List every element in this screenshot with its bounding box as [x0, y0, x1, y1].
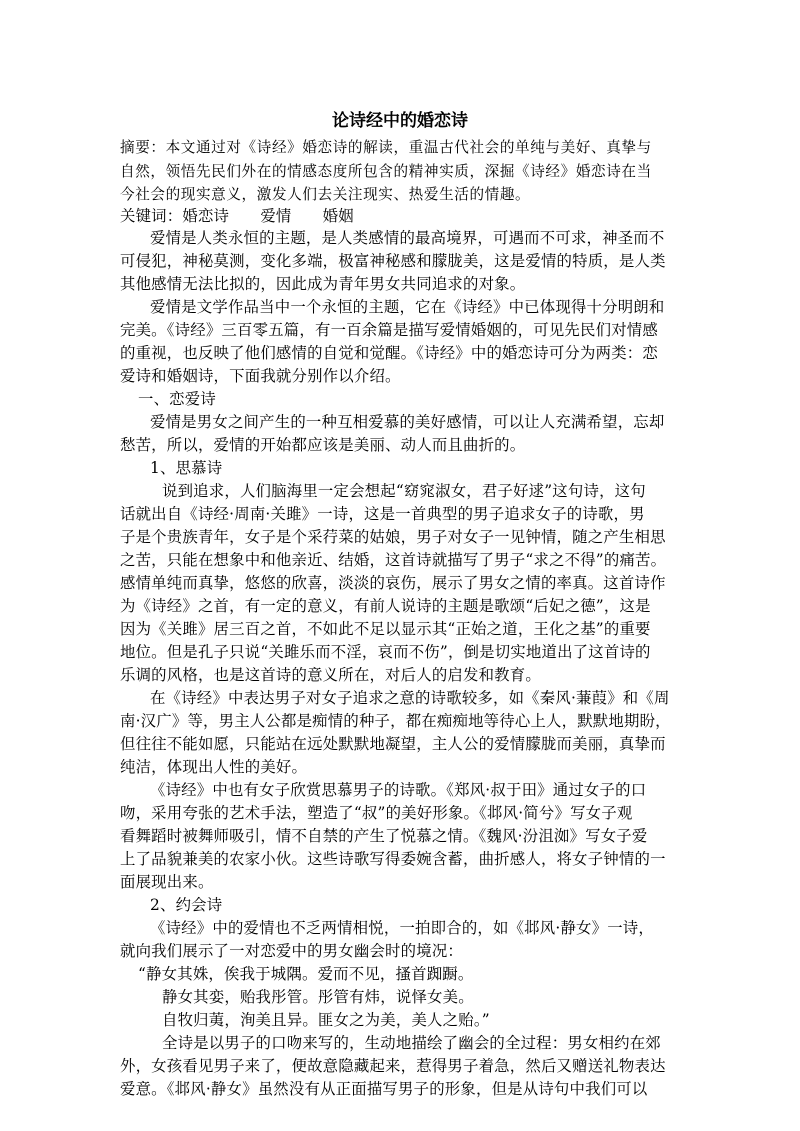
poem-line: 静女其娈，贻我彤管。彤管有炜，说怿女美。	[162, 988, 474, 1006]
paragraph-line: 话就出自《诗经·周南·关雎》一诗，这是一首典型的男子追求女子的诗歌，男	[120, 505, 645, 523]
paragraph-line: 完美。《诗经》三百零五篇，有一百余篇是描写爱情婚姻的，可见先民们对情感	[120, 321, 658, 339]
paragraph-line: 地位。但是孔子只说“关雎乐而不淫，哀而不伤”，倒是切实地道出了这首诗的	[120, 643, 651, 661]
paragraph-line: 上了品貌兼美的农家小伙。这些诗歌写得委婉含蓄，曲折感人，将女子钟情的一	[120, 850, 666, 868]
paragraph-line: 全诗是以男子的口吻来写的，生动地描绘了幽会的全过程：男女相约在郊	[162, 1034, 661, 1052]
paragraph-line: 其他感情无法比拟的，因此成为青年男女共同追求的对象。	[120, 275, 526, 293]
paragraph-line: 愁苦，所以，爱情的开始都应该是美丽、动人而且曲折的。	[120, 436, 526, 454]
keywords-line: 关键词：婚恋诗 爱情 婚姻	[120, 207, 354, 225]
paragraph-line: 子是个贵族青年，女子是个采荇菜的姑娘，男子对女子一见钟情，随之产生相思	[120, 528, 666, 546]
paragraph-line: 在《诗经》中表达男子对女子追求之意的诗歌较多，如《秦风·蒹葭》和《周	[150, 689, 670, 707]
paragraph-line: 看舞蹈时被舞师吸引，情不自禁的产生了悦慕之情。《魏风·汾沮洳》写女子爱	[120, 827, 648, 845]
paragraph-line: 爱情是文学作品当中一个永恒的主题，它在《诗经》中已体现得十分明朗和	[150, 298, 665, 316]
paragraph-line: 因为《关雎》居三百之首，不如此不足以显示其“正始之道，王化之基”的重要	[120, 620, 651, 638]
paragraph-line: 可侵犯，神秘莫测，变化多端，极富神秘感和朦胧美，这是爱情的特质，是人类	[120, 252, 666, 270]
subsection-heading: 2、约会诗	[150, 896, 223, 914]
paragraph-line: 纯洁，体现出人性的美好。	[120, 758, 308, 776]
paragraph-line: 面展现出来。	[120, 873, 214, 891]
paragraph-line: 就向我们展示了一对恋爱中的男女幽会时的境况：	[120, 942, 463, 960]
abstract-line: 摘要：本文通过对《诗经》婚恋诗的解读，重温古代社会的单纯与美好、真挚与	[120, 139, 652, 156]
abstract-line: 自然，领悟先民们外在的情感态度所包含的精神实质，深掘《诗经》婚恋诗在当	[120, 163, 652, 180]
paragraph-line: 感情单纯而真挚，悠悠的欣喜，淡淡的哀伤，展示了男女之情的率真。这首诗作	[120, 574, 666, 592]
poem-line: “静女其姝，俟我于城隅。爱而不见，搔首踟蹰。	[138, 965, 474, 983]
paragraph-line: 爱情是人类永恒的主题，是人类感情的最高境界，可遇而不可求，神圣而不	[150, 229, 665, 247]
section-heading: 一、恋爱诗	[138, 390, 216, 408]
paragraph-line: 爱诗和婚姻诗，下面我就分别作以介绍。	[120, 367, 401, 385]
paragraph-line: 吻，采用夸张的艺术手法，塑造了“叔”的美好形象。《邶风·简兮》写女子观	[120, 804, 633, 822]
paragraph-line: 但往往不能如愿，只能站在远处默默地凝望，主人公的爱情朦胧而美丽，真挚而	[120, 735, 666, 753]
subsection-heading: 1、思慕诗	[150, 459, 223, 477]
paragraph-line: 爱情是男女之间产生的一种互相爱慕的美好感情，可以让人充满希望，忘却	[150, 413, 665, 431]
paragraph-line: 外，女孩看见男子来了，便故意隐藏起来，惹得男子着急，然后又赠送礼物表达	[120, 1057, 666, 1075]
paragraph-line: 南·汉广》等，男主人公都是痴情的种子，都在痴痴地等待心上人，默默地期盼，	[120, 712, 671, 730]
paragraph-line: 为《诗经》之首，有一定的意义，有前人说诗的主题是歌颂“后妃之德”，这是	[120, 597, 651, 615]
paragraph-line: 说到追求，人们脑海里一定会想起“窈窕淑女，君子好逑”这句诗，这句	[162, 482, 646, 500]
paragraph-line: 爱意。《邶风·静女》虽然没有从正面描写男子的形象，但是从诗句中我们可以	[120, 1080, 648, 1098]
abstract-line: 今社会的现实意义，激发人们去关注现实、热爱生活的情趣。	[120, 186, 531, 203]
document-title: 论诗经中的婚恋诗	[332, 111, 468, 131]
paragraph-line: 的重视，也反映了他们感情的自觉和觉醒。《诗经》中的婚恋诗可分为两类：恋	[120, 344, 658, 362]
paragraph-line: 之苦，只能在想象中和他亲近、结婚，这首诗就描写了男子“求之不得”的痛苦。	[120, 551, 667, 569]
paragraph-line: 乐调的风格，也是这首诗的意义所在，对后人的启发和教育。	[120, 666, 541, 684]
paragraph-line: 《诗经》中的爱情也不乏两情相悦，一拍即合的，如《邶风·静女》一诗，	[150, 919, 654, 937]
paragraph-line: 《诗经》中也有女子欣赏思慕男子的诗歌。《郑风·叔于田》通过女子的口	[150, 781, 647, 799]
poem-line: 自牧归荑，洵美且异。匪女之为美，美人之贻。”	[162, 1011, 490, 1029]
